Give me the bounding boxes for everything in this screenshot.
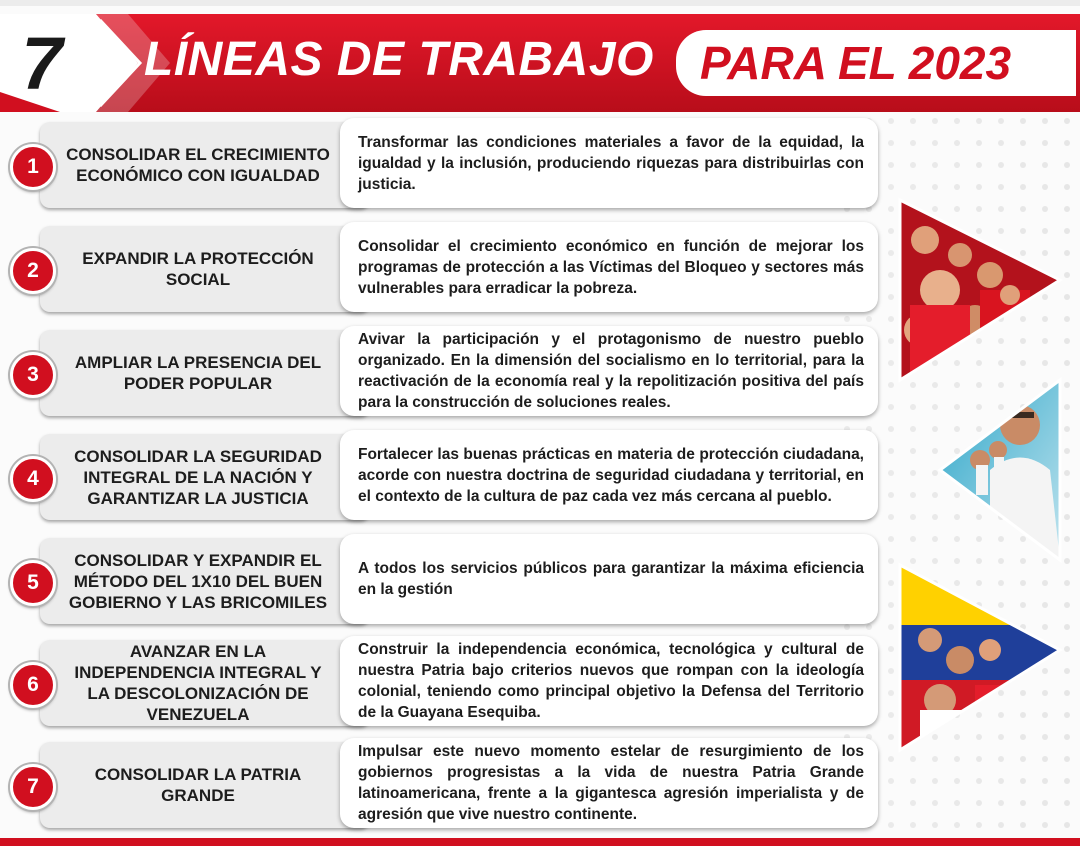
- line-title: CONSOLIDAR LA SEGURIDAD INTEGRAL DE LA NACIÓN Y GARANTIZAR LA JUSTICIA: [74, 446, 322, 508]
- line-number-badge: 4: [10, 456, 56, 502]
- work-line-6: [0, 636, 900, 732]
- line-title: EXPANDIR LA PROTECCIÓN SOCIAL: [82, 249, 314, 289]
- line-description: Transformar las condiciones materiales a favor de la equidad, la igualdad y la inclusión, produciendo riquezas para distribuirlas con justicia.: [358, 133, 864, 193]
- line-description: Construir la independencia económica, tecnológica y cultural de nuestra Patria bajo criterios nuevos que rompan con la ideología colonial, teniendo como principal objetivo la Defensa del Territorio de la Guayana Esequiba.: [358, 641, 864, 721]
- line-description: Impulsar este nuevo momento estelar de resurgimiento de los gobiernos progresistas a la vida de nuestra Patria Grande latinoamericana, frente a la gigantesca agresión imperialista y de agresión que vive nuestro continente.: [358, 743, 864, 823]
- line-description: Consolidar el crecimiento económico en función de mejorar los programas de protección a las Víctimas del Bloqueo y sectores más vulnerables para erradicar la pobreza.: [358, 237, 864, 297]
- year-label: PARA EL 2023: [700, 37, 1012, 89]
- line-description: Fortalecer las buenas prácticas en materia de protección ciudadana, acorde con nuestra doctrina de seguridad ciudadana y territorial, en el contexto de la cultura de paz cada vez más cercana al pueblo.: [358, 445, 864, 505]
- bottom-rule: [0, 838, 1080, 846]
- work-line-5: [0, 534, 900, 630]
- line-number-badge: 1: [10, 144, 56, 190]
- line-description: A todos los servicios públicos para garantizar la máxima eficiencia en la gestión: [358, 560, 864, 598]
- line-number-badge: 5: [10, 560, 56, 606]
- crowd-with-flags-photo: [900, 565, 1060, 750]
- work-line-3: [0, 326, 900, 422]
- line-number-badge: 6: [10, 662, 56, 708]
- page-title: LÍNEAS DE TRABAJO: [144, 33, 654, 86]
- photo-collage: [880, 180, 1080, 760]
- header-number: 7: [21, 22, 63, 105]
- work-line-4: [0, 430, 900, 526]
- line-title: AVANZAR EN LA INDEPENDENCIA INTEGRAL Y LA DESCOLONIZACIÓN DE VENEZUELA: [74, 642, 322, 724]
- work-line-1: [0, 118, 900, 214]
- line-number-badge: 7: [10, 764, 56, 810]
- crowd-red-shirts-photo: [900, 200, 1060, 380]
- line-title: CONSOLIDAR LA PATRIA GRANDE: [94, 765, 302, 805]
- top-rule: [0, 0, 1080, 6]
- line-title: CONSOLIDAR Y EXPANDIR EL MÉTODO DEL 1X10 DEL BUEN GOBIERNO Y LAS BRICOMILES: [68, 550, 328, 612]
- line-number-badge: 2: [10, 248, 56, 294]
- line-number-badge: 3: [10, 352, 56, 398]
- line-title: CONSOLIDAR EL CRECIMIENTO ECONÓMICO CON IGUALDAD: [66, 145, 330, 185]
- speaker-raised-fists-photo: [940, 380, 1060, 560]
- line-description: Avivar la participación y el protagonismo de nuestro pueblo organizado. En la dimensión del socialismo en lo territorial, para la reactivación de la economía real y la repolitización positiva del país para la construcción de soluciones reales.: [358, 331, 864, 411]
- work-line-2: [0, 222, 900, 318]
- line-title: AMPLIAR LA PRESENCIA DEL PODER POPULAR: [74, 353, 322, 393]
- work-line-7: [0, 738, 900, 834]
